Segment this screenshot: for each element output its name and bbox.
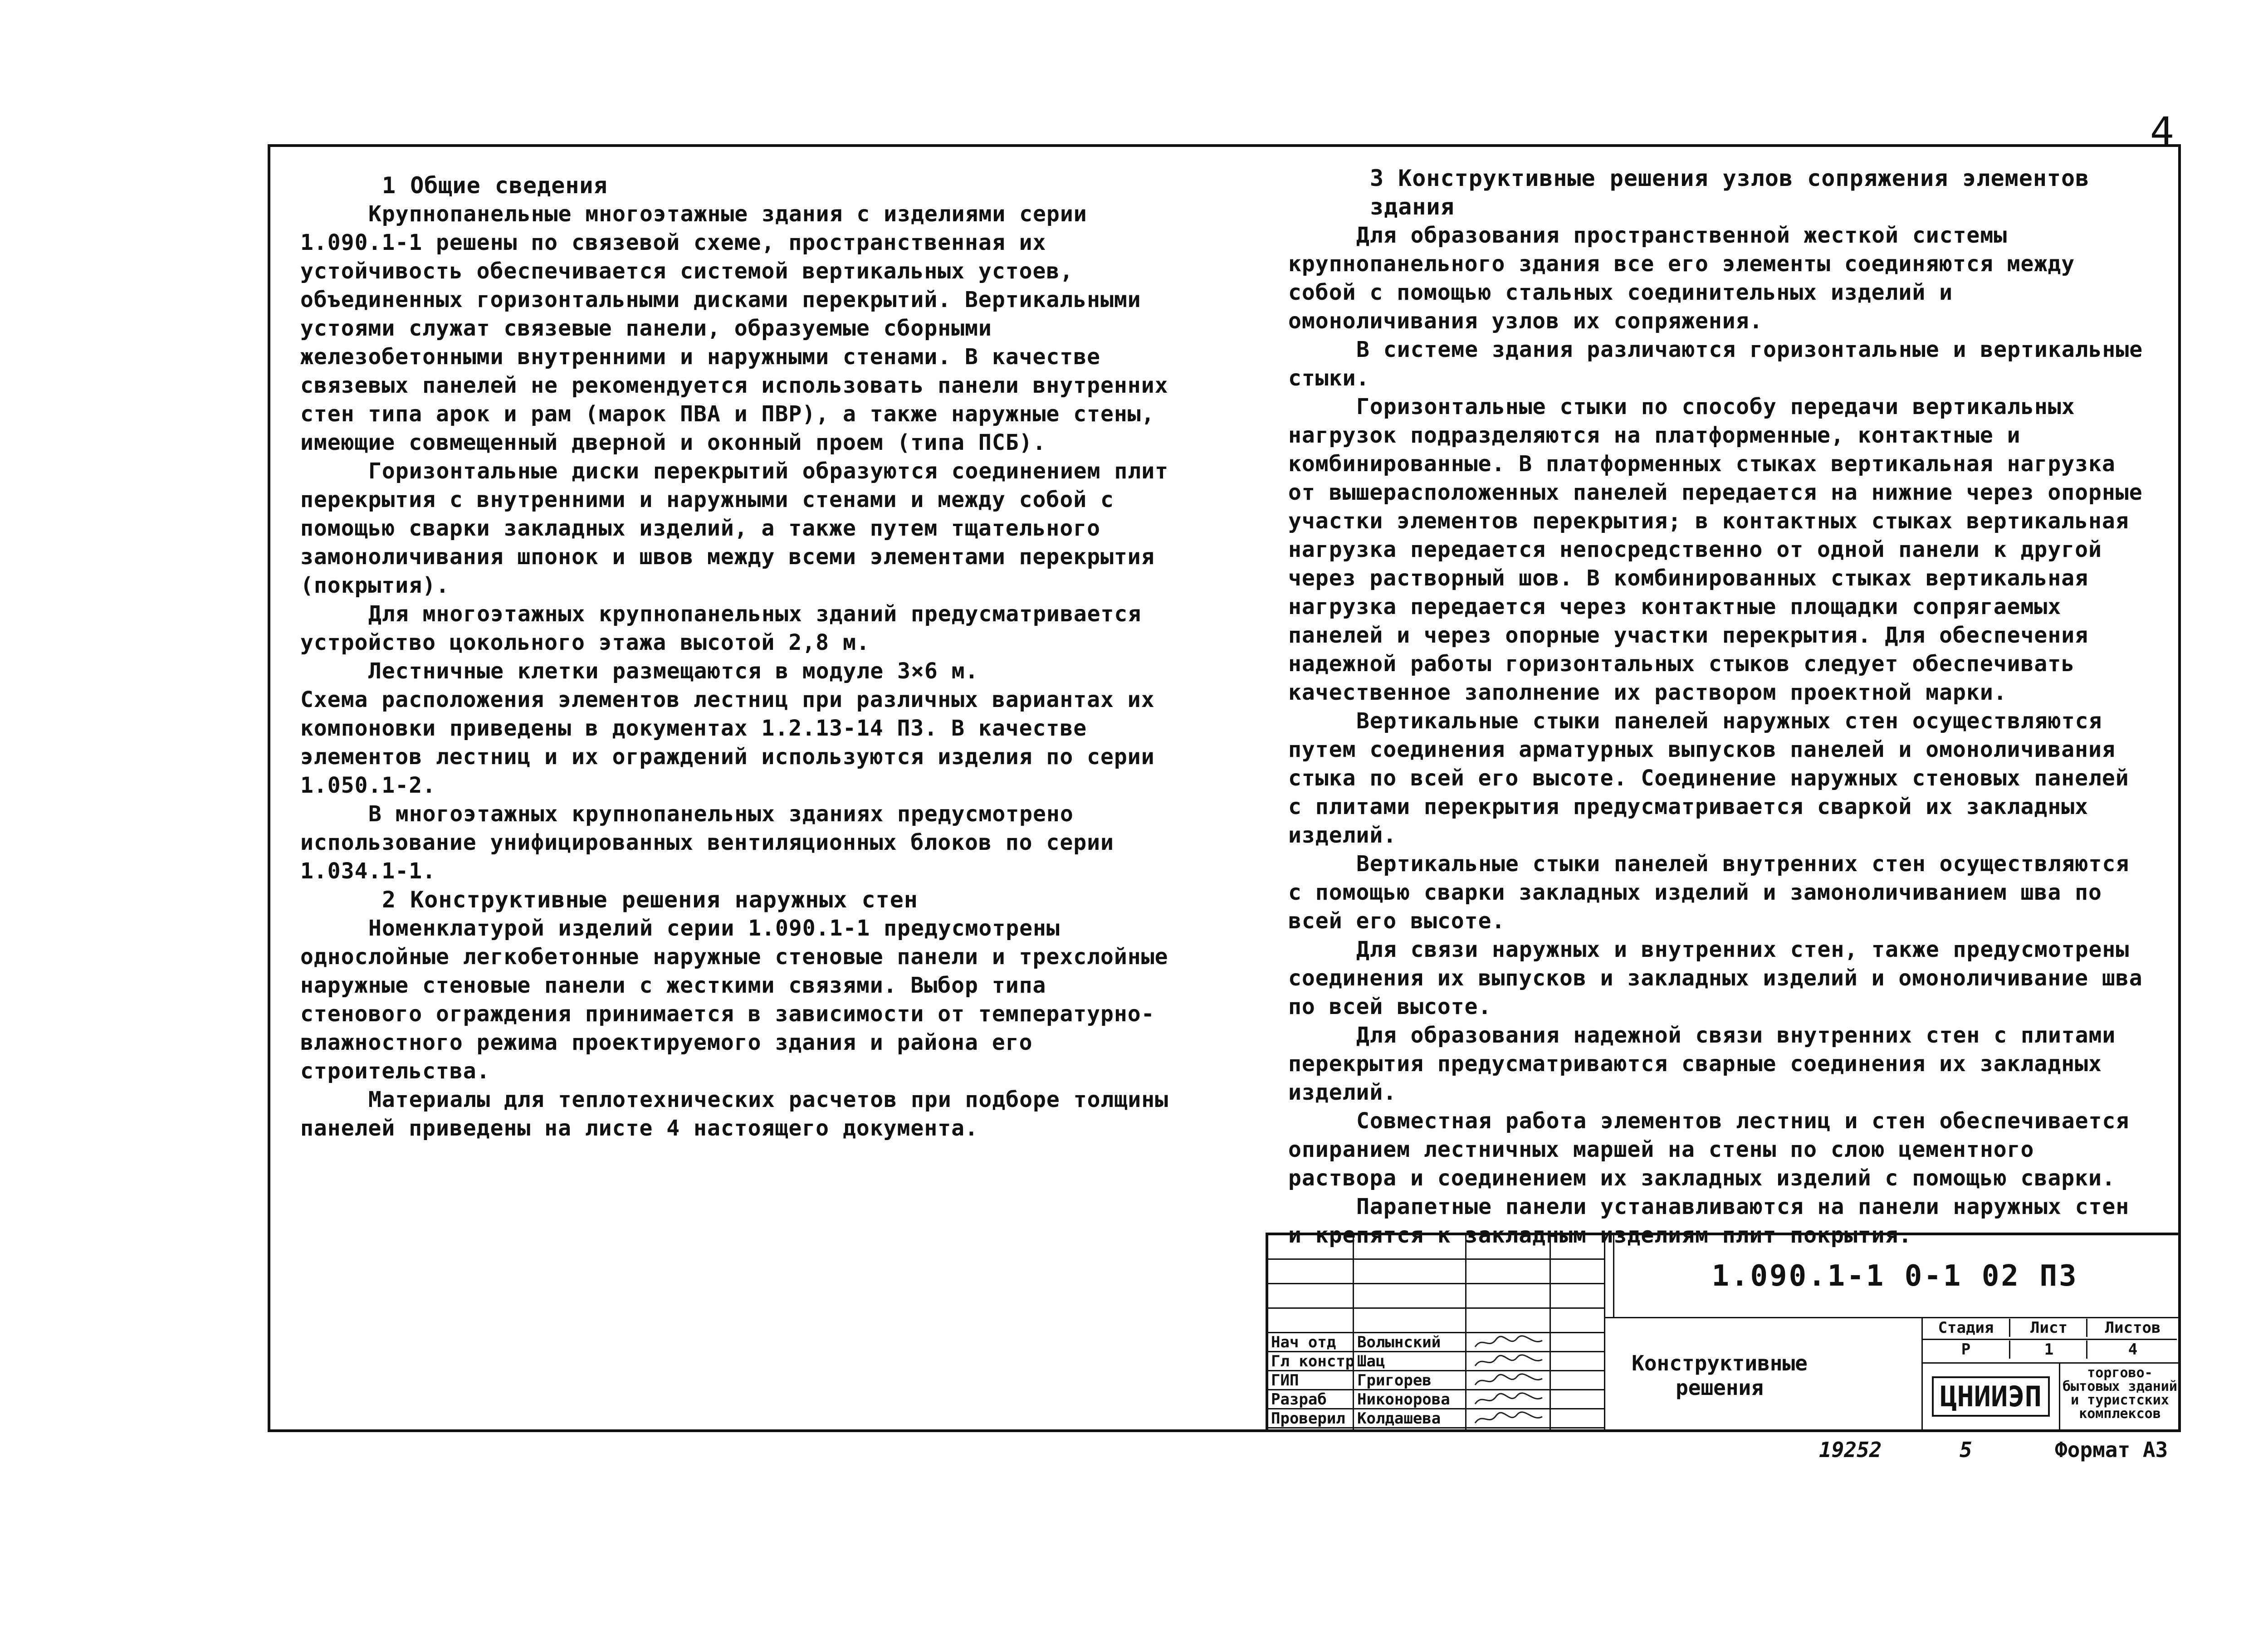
stage-sheet-panel: [1921, 1317, 2178, 1429]
signer-name: Колдашева: [1357, 1409, 1441, 1428]
grid-row-blank: [1268, 1260, 1604, 1284]
signature-mark: [1473, 1372, 1546, 1389]
title-block-divider: [1604, 1235, 1605, 1429]
signer-role: Разраб: [1271, 1390, 1327, 1409]
stage-value: Р: [1961, 1341, 1971, 1359]
paragraph: Схема расположения элементов лестниц при различных вариантах их компоновки приведены в документах 1.2.1З-14 ПЗ. В качестве элементов лестниц и их ограждений используются изделия по серии 1.050.1-2.: [300, 687, 1168, 798]
signer-name: Волынский: [1357, 1333, 1441, 1351]
organization-stamp: [1923, 1362, 2059, 1429]
section-heading: 3 Конструктивные решения узлов сопряжения элементов здания: [1370, 165, 2090, 220]
paragraph: Для многоэтажных крупнопанельных зданий предусматривается устройство цокольного этажа высотой 2,8 м.: [300, 601, 1155, 655]
section-heading: 1 Общие сведения: [382, 172, 608, 199]
paragraph: Горизонтальные стыки по способу передачи вертикальных нагрузок подразделяются на платформенные, контактные и комбинированные. В платформенных стыках вертикальная нагрузка от вышерасположенных панелей передается на нижние через опорные участки элементов перекрытия; в контактных стыках вертикальная нагрузка передается непосредственно от одной панели к другой через растворный шов. В комбинированных стыках вертикальная нагрузка передается через контактные площадки сопрягаемых панелей и через опорные участки перекрытия. Для обеспечения надежной работы горизонтальных стыков следует обеспечивать качественное заполнение их раствором проектной марки.: [1288, 394, 2156, 705]
signer-role: Гл констр: [1271, 1352, 1355, 1370]
paragraph: Парапетные панели устанавливаются на панели наружных стен и крепятся к закладным изделиям плит покрытия.: [1288, 1194, 2143, 1248]
stage-divider: [1923, 1339, 2177, 1340]
paragraph: Лестничные клетки размещаются в модуле 3×6 м.: [368, 658, 979, 684]
signature-mark: [1473, 1334, 1546, 1351]
signature-row: [1268, 1371, 1604, 1390]
drawing-title: Конструктивные решения: [1632, 1351, 1808, 1400]
paragraph: Вертикальные стыки панелей внутренних стен осуществляются с помощью сварки закладных изделий и замоноличиванием шва по всей его высоте.: [1288, 851, 2143, 934]
section-heading: 2 Конструктивные решения наружных стен: [382, 887, 918, 913]
organization-name: ЦНИИЭП: [1932, 1376, 2050, 1417]
paragraph: Совместная работа элементов лестниц и стен обеспечивается опиранием лестничных маршей на стены по слою цементного раствора и соединением их закладных изделий с помощью сварки.: [1288, 1108, 2143, 1191]
document-code: 1.090.1-1 0-1 02 ПЗ: [1613, 1235, 2175, 1317]
grid-row-blank: [1268, 1284, 1604, 1309]
paragraph: В системе здания различаются горизонтальные и вертикальные стыки.: [1288, 337, 2157, 391]
paragraph: Крупнопанельные многоэтажные здания с изделиями серии 1.090.1-1 решены по связевой схеме, пространственная их устойчивость обеспечивается системой вертикальных устоев, объединенных горизонтальными дисками перекрытий. Вертикальными устоями служат связевые панели, образуемые сборными железобетонными внутренними и наружными стенами. В качестве связевых панелей не рекомендуется использовать панели внутренних стен типа арок и рам (марок ПВА и ПВР), а также наружные стены, имеющие совмещенный дверной и оконный проем (типа ПСБ).: [300, 201, 1182, 455]
signer-role: Проверил: [1271, 1409, 1345, 1428]
right-text-column: [1288, 164, 2157, 1250]
paragraph: Вертикальные стыки панелей наружных стен осуществляются путем соединения арматурных выпусков панелей и омоноличивания стыка по всей его высоте. Соединение наружных стеновых панелей с плитами перекрытия предусматривается сваркой их закладных изделий.: [1288, 708, 2143, 848]
paragraph: Номенклатурой изделий серии 1.090.1-1 предусмотрены однослойные легкобетонные наружные стеновые панели и трехслойные наружные стеновые панели с жесткими связями. Выбор типа стенового ограждения принимается в зависимости от температурно-влажностного режима проектируемого здания и района его строительства.: [300, 916, 1182, 1084]
paper-format: Формат А3: [2055, 1438, 2168, 1462]
copy-number: 5: [1960, 1438, 1972, 1462]
signer-name: Григорев: [1357, 1371, 1432, 1389]
paragraph: Материалы для теплотехнических расчетов при подборе толщины панелей приведены на листе 4 настоящего документа.: [300, 1087, 1182, 1141]
sheets-value: 4: [2086, 1341, 2178, 1359]
paragraph: Для связи наружных и внутренних стен, также предусмотрены соединения их выпусков и закладных изделий и омоноличивание шва по всей высоте.: [1288, 937, 2156, 1019]
title-block: [1266, 1233, 2181, 1432]
grid-row-blank: [1268, 1235, 1604, 1260]
signer-name: Никонорова: [1357, 1390, 1450, 1409]
left-text-column: [300, 171, 1182, 1143]
signature-mark: [1473, 1410, 1546, 1428]
sheet-number: 4: [2150, 109, 2175, 153]
signer-name: Шац: [1357, 1352, 1385, 1370]
organization-purpose: торгово-бытовых зданий и туристских комплексов: [2059, 1362, 2180, 1429]
inventory-number: 19252: [1819, 1438, 1882, 1462]
stage-header: Стадия: [1938, 1319, 1994, 1337]
signature-mark: [1473, 1353, 1546, 1370]
grid-row-blank: [1268, 1309, 1604, 1333]
sheet-header: Лист: [2009, 1319, 2087, 1337]
signature-grid: [1268, 1235, 1604, 1429]
paragraph: Горизонтальные диски перекрытий образуются соединением плит перекрытия с внутренними и наружными стенами и между собой с помощью сварки закладных изделий, а также путем тщательного замоноличивания шпонок и швов между всеми элементами перекрытия (покрытия).: [300, 458, 1182, 598]
sheet-value: 1: [2009, 1341, 2087, 1359]
paragraph: Для образования надежной связи внутренних стен с плитами перекрытия предусматриваются сварные соединения их закладных изделий.: [1288, 1023, 2130, 1105]
sheets-header: Листов: [2086, 1319, 2178, 1337]
signer-role: Нач отд: [1271, 1333, 1336, 1351]
paragraph: В многоэтажных крупнопанельных зданиях предусмотрено использование унифицированных вентиляционных блоков по серии 1.034.1-1.: [300, 801, 1128, 884]
signer-role: ГИП: [1271, 1371, 1299, 1389]
signature-mark: [1473, 1391, 1546, 1409]
paragraph: Для образования пространственной жесткой системы крупнопанельного здания все его элементы соединяются между собой с помощью стальных соединительных изделий и омоноличивания узлов их сопряжения.: [1288, 223, 2089, 334]
